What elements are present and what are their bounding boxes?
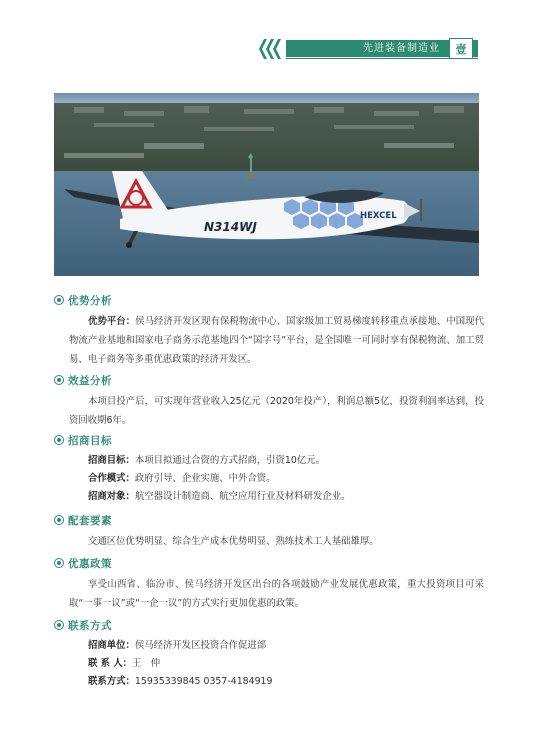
section-title: 招商目标 [68, 434, 112, 447]
aircraft-photo [54, 93, 479, 276]
header-section-name: 先进装备制造业 [363, 43, 440, 54]
bullet-icon [54, 375, 64, 385]
support-paragraph: 交通区位优势明显、综合生产成本优势明显、熟练技术工人基础雄厚。 [88, 536, 379, 547]
row-label: 联 系 人： [88, 658, 133, 669]
contact-list [54, 637, 484, 691]
list-item [88, 452, 484, 470]
bullet-icon [54, 435, 64, 445]
list-item [88, 488, 484, 506]
row-value: 本项目拟通过合资的方式招商，引资10亿元。 [134, 455, 325, 466]
bullet-icon [54, 558, 64, 568]
row-value: 政府引导、企业实施、中外合资。 [134, 473, 276, 484]
list-item [88, 470, 484, 488]
brand-text: HEXCEL [360, 211, 397, 221]
list-item [88, 655, 484, 673]
advantage-label: 优势平台： [88, 316, 136, 327]
row-label: 合作模式： [88, 473, 135, 484]
header-section-number: 壹 [449, 38, 473, 59]
row-label: 招商目标： [88, 455, 135, 466]
section-contact [54, 617, 484, 691]
list-item [88, 673, 484, 691]
policy-paragraph: 享受山西省、临汾市、侯马经济开发区出台的各项鼓励产业发展优惠政策，重大投资项目可采取“一事一议”或“一企一议”的方式实行更加优惠的政策。 [69, 579, 484, 609]
section-title: 配套要素 [68, 514, 112, 527]
row-value: 侯马经济开发区投资合作促进部 [134, 640, 267, 651]
section-title: 优势分析 [68, 294, 112, 307]
row-label: 招商单位： [88, 640, 135, 651]
section-policy [54, 555, 484, 613]
list-item [88, 637, 484, 655]
tail-number-text: N314WJ [204, 220, 257, 234]
benefit-paragraph: 本项目投产后，可实现年营业收入25亿元（2020年投产），利润总额5亿，投资利润率达到，投资回收期6年。 [69, 396, 484, 426]
section-support [54, 512, 484, 551]
section-header-bar [286, 40, 478, 57]
section-target [54, 432, 484, 506]
advantage-text: 侯马经济开发区现有保税物流中心、国家级加工贸易梯度转移重点承接地、中国现代物流产业基地和国家电子商务示范基地四个“国字号”平台，是全国唯一可同时享有保税物流、加工贸易、电子商务等多重优惠政策的经济开发区。 [69, 316, 484, 365]
row-value: 王 仲 [132, 658, 161, 669]
row-label: 招商对象： [88, 491, 135, 502]
bullet-icon [54, 620, 64, 630]
advantage-paragraph [54, 312, 484, 369]
section-title: 效益分析 [68, 374, 112, 387]
bullet-icon [54, 515, 64, 525]
row-value: 航空器设计制造商、航空应用行业及材料研发企业。 [134, 491, 351, 502]
section-title: 联系方式 [68, 619, 112, 632]
row-value: 15935339845 0357-4184919 [134, 676, 273, 687]
row-label: 联系方式： [88, 676, 135, 687]
section-advantage [54, 292, 484, 369]
header-divider [286, 58, 478, 59]
section-benefit [54, 372, 484, 430]
target-list [54, 452, 484, 506]
chevron-right-icon [258, 38, 284, 60]
bullet-icon [54, 295, 64, 305]
section-title: 优惠政策 [68, 557, 112, 570]
